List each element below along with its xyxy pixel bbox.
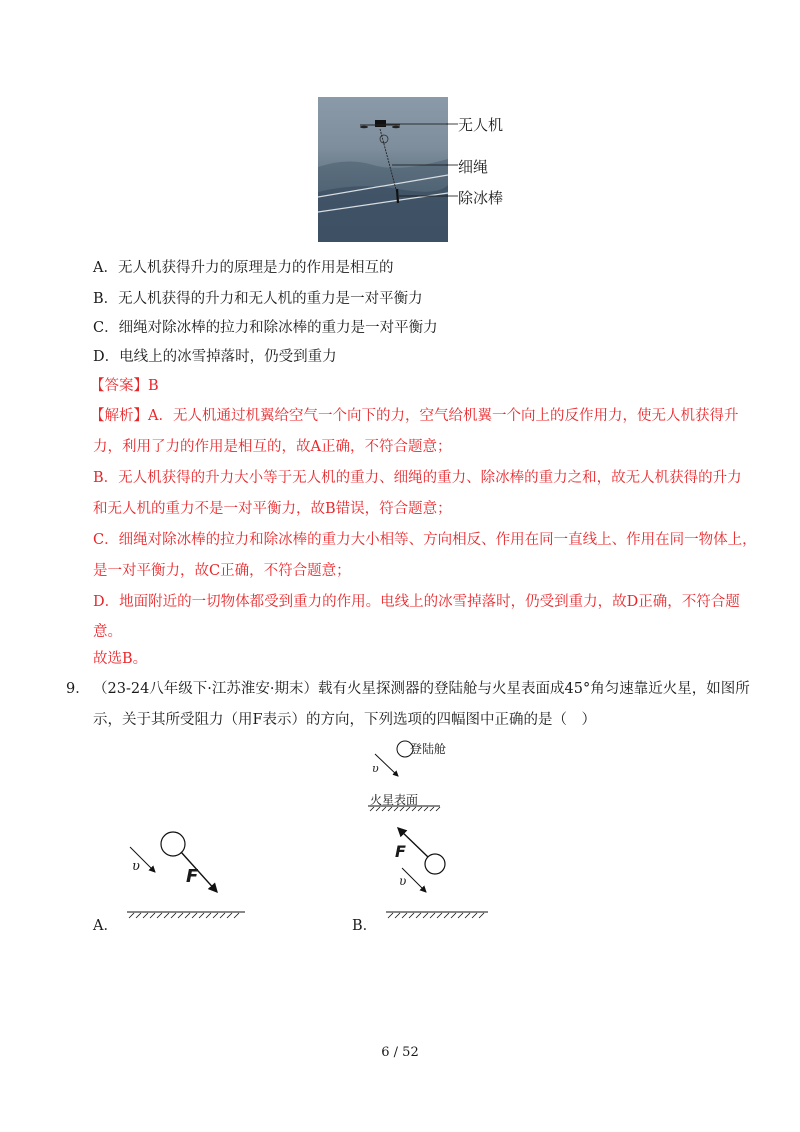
lander-label: 登陆舱: [410, 742, 447, 756]
page-number: 6 / 52: [381, 1045, 419, 1060]
choice-a-label: A．: [93, 918, 118, 934]
analysis-line-5: C．细绳对除冰棒的拉力和除冰棒的重力大小相等、方向相反、作用在同一直线上、作用在同一物体上，: [93, 532, 757, 548]
analysis-line-7: D．地面附近的一切物体都受到重力的作用。电线上的冰雪掉落时，仍受到重力，故D正确，不符合题: [93, 594, 740, 610]
question-line-1: （23-24八年级下·江苏淮安·期末）载有火星探测器的登陆舱与火星表面成45°角匀速靠近火星，如图所: [93, 681, 750, 697]
question-number: 9．: [66, 681, 90, 697]
option-c: C．细绳对除冰棒的拉力和除冰棒的重力是一对平衡力: [93, 320, 438, 336]
drone-photo-drawing: [318, 97, 448, 242]
choice-b-label: B．: [352, 918, 378, 934]
analysis-line-4: 和无人机的重力不是一对平衡力，故B错误，符合题意；: [93, 501, 452, 517]
analysis-line-8: 意。: [93, 624, 122, 640]
label-leader-lines: [446, 97, 458, 207]
option-a: A．无人机获得升力的原理是力的作用是相互的: [93, 260, 394, 276]
velocity-label: υ: [372, 762, 379, 775]
analysis-line-3: B．无人机获得的升力大小等于无人机的重力、细绳的重力、除冰棒的重力之和，故无人机获得的升力: [93, 470, 742, 486]
answer: 【答案】B: [90, 378, 159, 394]
choice-a-velocity-label: υ: [132, 859, 140, 874]
label-rope: 细绳: [458, 158, 489, 176]
analysis-line-6: 是一对平衡力，故C正确，不符合题意；: [93, 563, 351, 579]
option-b: B．无人机获得的升力和无人机的重力是一对平衡力: [93, 291, 423, 307]
option-d: D．电线上的冰雪掉落时，仍受到重力: [93, 349, 337, 365]
choice-b-velocity-label: υ: [399, 874, 407, 888]
choice-b-force-label: F: [395, 842, 406, 861]
drone-deicing-photo: [318, 97, 448, 242]
label-deicer: 除冰棒: [458, 189, 504, 207]
analysis-line-2: 力，利用了力的作用是相互的，故A正确，不符合题意；: [93, 439, 452, 455]
choice-a-force-label: F: [186, 866, 199, 887]
question-line-2: 示，关于其所受阻力（用F表示）的方向，下列选项的四幅图中正确的是（ ）: [93, 712, 597, 728]
conclusion: 故选B。: [93, 651, 148, 667]
mars-surface-label: 火星表面: [370, 793, 419, 807]
analysis-line-1: 【解析】A．无人机通过机翼给空气一个向下的力，空气给机翼一个向上的反作用力，使无人机获得升: [90, 408, 739, 424]
label-drone: 无人机: [458, 116, 504, 134]
